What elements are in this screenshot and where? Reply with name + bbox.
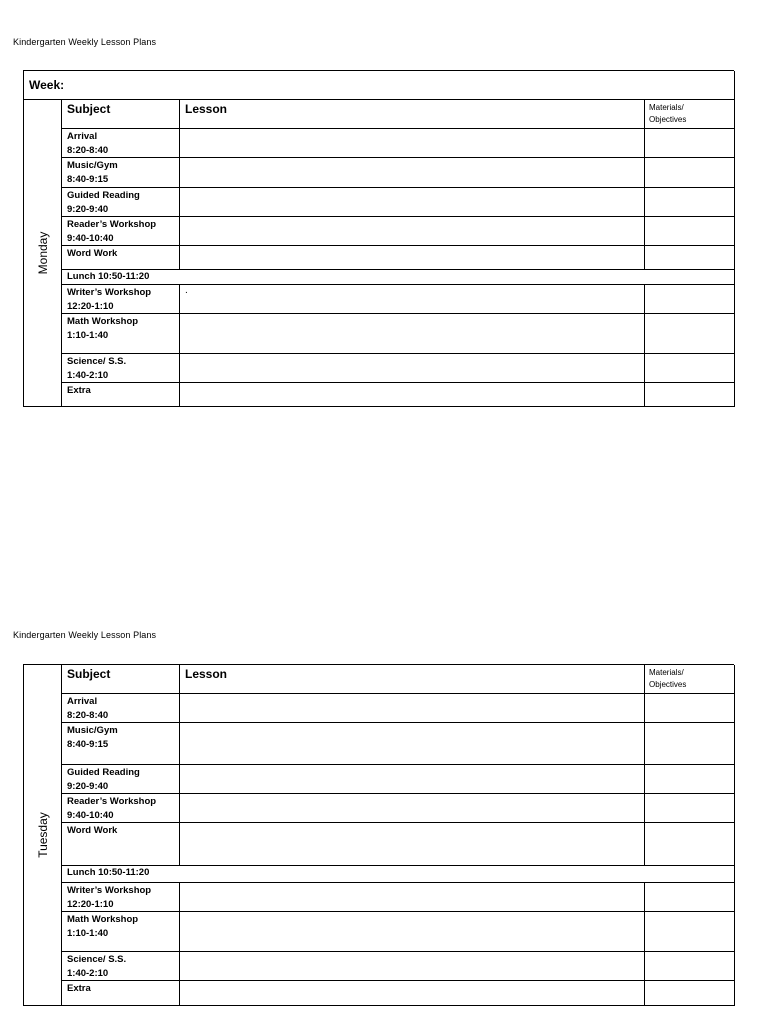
materials-cell[interactable] [645,314,735,354]
materials-cell[interactable] [645,383,735,407]
lesson-cell[interactable] [180,314,645,354]
lunch-row: Lunch 10:50-11:20 [62,270,735,285]
subject-science-ss: Science/ S.S. 1:40-2:10 [62,354,180,383]
subject-writers-workshop: Writer’s Workshop 12:20-1:10 [62,285,180,314]
subject-guided-reading: Guided Reading 9:20-9:40 [62,765,180,794]
materials-cell[interactable] [645,246,735,270]
day-label: Tuesday [35,812,50,858]
page-title: Kindergarten Weekly Lesson Plans [13,630,157,640]
lesson-cell[interactable] [180,246,645,270]
materials-cell[interactable] [645,354,735,383]
subject-math-workshop: Math Workshop 1:10-1:40 [62,912,180,952]
materials-cell[interactable] [645,794,735,823]
lesson-cell[interactable] [180,765,645,794]
lunch-row: Lunch 10:50-11:20 [62,866,735,883]
subject-science-ss: Science/ S.S. 1:40-2:10 [62,952,180,981]
lesson-cell[interactable] [180,188,645,217]
subject-arrival: Arrival 8:20-8:40 [62,694,180,723]
subject-word-work: Word Work [62,823,180,866]
lesson-cell[interactable] [180,354,645,383]
lesson-cell[interactable] [180,129,645,158]
subject-writers-workshop: Writer’s Workshop 12:20-1:10 [62,883,180,912]
page-title: Kindergarten Weekly Lesson Plans [13,37,157,47]
materials-header: Materials/ Objectives [645,665,735,694]
subject-header: Subject [62,100,180,129]
lesson-cell[interactable] [180,794,645,823]
subject-extra: Extra [62,383,180,407]
lesson-cell[interactable] [180,217,645,246]
subject-word-work: Word Work [62,246,180,270]
monday-plan-table [23,70,734,407]
materials-cell[interactable] [645,723,735,765]
subject-guided-reading: Guided Reading 9:20-9:40 [62,188,180,217]
lesson-cell[interactable] [180,981,645,1006]
materials-cell[interactable] [645,188,735,217]
lesson-cell[interactable] [180,883,645,912]
week-field[interactable]: Week: [24,71,735,100]
lesson-header: Lesson [180,665,645,694]
day-label: Monday [35,231,50,275]
materials-cell[interactable] [645,285,735,314]
subject-readers-workshop: Reader’s Workshop 9:40-10:40 [62,217,180,246]
day-label-cell [24,665,62,1006]
lesson-cell[interactable] [180,823,645,866]
materials-cell[interactable] [645,765,735,794]
materials-cell[interactable] [645,217,735,246]
lesson-cell[interactable] [180,723,645,765]
materials-cell[interactable] [645,129,735,158]
materials-cell[interactable] [645,883,735,912]
materials-cell[interactable] [645,912,735,952]
subject-music-gym: Music/Gym 8:40-9:15 [62,158,180,188]
lesson-cell[interactable] [180,952,645,981]
subject-extra: Extra [62,981,180,1006]
materials-cell[interactable] [645,158,735,188]
materials-header: Materials/ Objectives [645,100,735,129]
lesson-cell[interactable] [180,383,645,407]
subject-header: Subject [62,665,180,694]
subject-math-workshop: Math Workshop 1:10-1:40 [62,314,180,354]
lesson-cell[interactable] [180,694,645,723]
tuesday-plan-table [23,664,734,1006]
materials-cell[interactable] [645,823,735,866]
materials-cell[interactable] [645,952,735,981]
lesson-cell[interactable] [180,158,645,188]
day-label-cell [24,100,62,407]
lesson-cell[interactable]: . [180,285,645,314]
subject-music-gym: Music/Gym 8:40-9:15 [62,723,180,765]
subject-arrival: Arrival 8:20-8:40 [62,129,180,158]
lesson-cell[interactable] [180,912,645,952]
materials-cell[interactable] [645,694,735,723]
lesson-header: Lesson [180,100,645,129]
subject-readers-workshop: Reader’s Workshop 9:40-10:40 [62,794,180,823]
materials-cell[interactable] [645,981,735,1006]
